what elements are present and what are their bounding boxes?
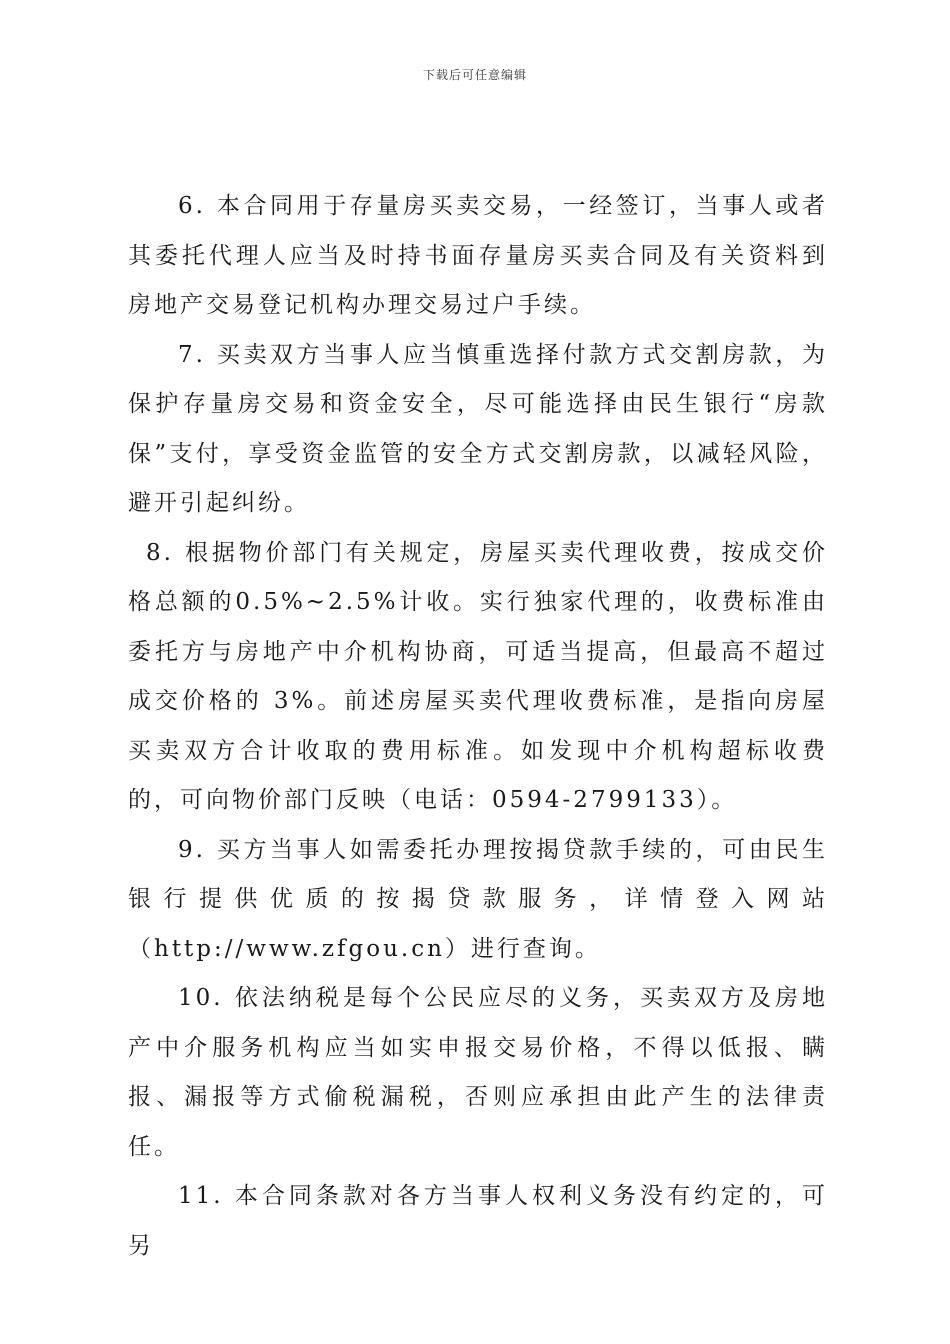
- page-header: 下载后可任意编辑: [422, 68, 527, 82]
- clause-6: 6. 本合同用于存量房买卖交易，一经签订，当事人或者其委托代理人应当及时持书面存量房买卖合同及有关资料到房地产交易登记机构办理交易过户手续。: [128, 193, 828, 318]
- clause-9: 9. 买方当事人如需委托办理按揭贷款手续的，可由民生银行提供优质的按揭贷款服务，详情登入网站（http://www.zfgou.cn）进行查询。: [128, 836, 828, 962]
- clause-11: 11. 本合同条款对各方当事人权利义务没有约定的，可另: [128, 1183, 828, 1259]
- clause-7: 7. 买卖双方当事人应当慎重选择付款方式交割房款，为保护存量房交易和资金安全，尽可能选择由民生银行“房款保”支付，享受资金监管的安全方式交割房款，以减轻风险，避开引起纠纷。: [128, 341, 828, 516]
- clause-10: 10. 依法纳税是每个公民应尽的义务，买卖双方及房地产中介服务机构应当如实申报交易价格，不得以低报、瞒报、漏报等方式偷税漏税，否则应承担由此产生的法律责任。: [128, 985, 828, 1160]
- document-body: [128, 182, 828, 1271]
- clause-8: 8. 根据物价部门有关规定，房屋买卖代理收费，按成交价格总额的0.5%~2.5%计收。实行独家代理的，收费标准由委托方与房地产中介机构协商，可适当提高，但最高不超过成交价格的 3%。前述房屋买卖代理收费标准，是指向房屋买卖双方合计收取的费用标准。如发现中介机构超标收费的，可向物价部门反映（电话：0594-2799133）。: [128, 539, 828, 813]
